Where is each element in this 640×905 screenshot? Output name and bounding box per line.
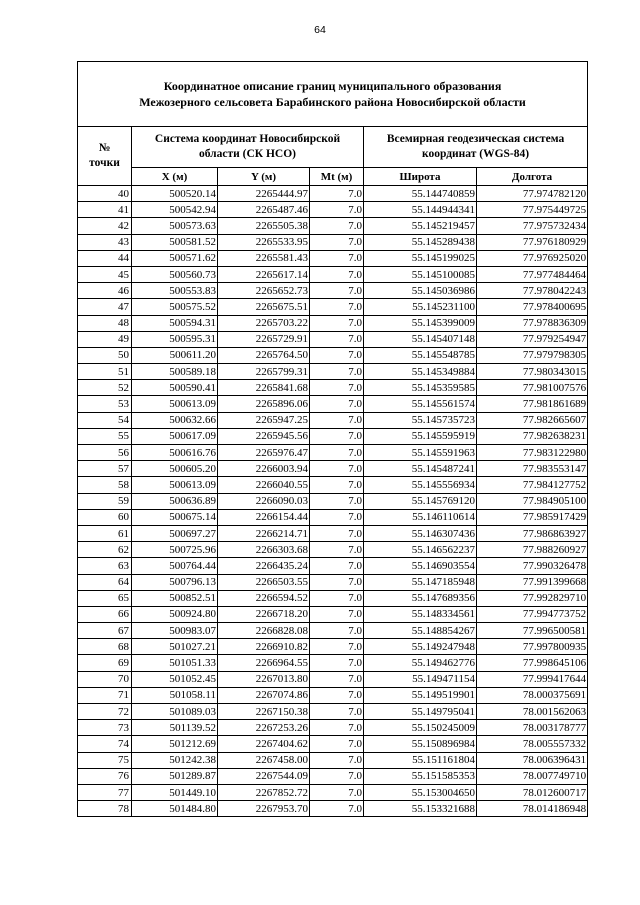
mt-cell: 7.0 <box>310 234 364 250</box>
longitude-cell: 77.999417644 <box>477 671 588 687</box>
table-row <box>78 250 588 266</box>
x-cell: 500542.94 <box>132 202 218 218</box>
longitude-cell: 77.981861689 <box>477 396 588 412</box>
longitude-cell: 77.977484464 <box>477 266 588 282</box>
y-cell: 2265947.25 <box>218 412 310 428</box>
latitude-cell: 55.145100085 <box>364 266 477 282</box>
latitude-cell: 55.146903554 <box>364 558 477 574</box>
latitude-cell: 55.147689356 <box>364 590 477 606</box>
y-cell: 2267253.26 <box>218 720 310 736</box>
y-cell: 2265652.73 <box>218 283 310 299</box>
latitude-cell: 55.144944341 <box>364 202 477 218</box>
longitude-cell: 77.981007576 <box>477 380 588 396</box>
y-cell: 2265976.47 <box>218 445 310 461</box>
y-cell: 2265505.38 <box>218 218 310 234</box>
x-cell: 501212.69 <box>132 736 218 752</box>
x-cell: 500613.09 <box>132 477 218 493</box>
latitude-cell: 55.153321688 <box>364 801 477 817</box>
point-number-cell: 57 <box>78 461 132 477</box>
table-row <box>78 784 588 800</box>
x-cell: 501449.10 <box>132 784 218 800</box>
table-row <box>78 590 588 606</box>
latitude-cell: 55.145548785 <box>364 347 477 363</box>
latitude-cell: 55.150245009 <box>364 720 477 736</box>
longitude-cell: 77.997800935 <box>477 639 588 655</box>
point-number-cell: 52 <box>78 380 132 396</box>
y-cell: 2266435.24 <box>218 558 310 574</box>
mt-cell: 7.0 <box>310 299 364 315</box>
longitude-cell: 78.012600717 <box>477 784 588 800</box>
mt-cell: 7.0 <box>310 736 364 752</box>
y-cell: 2266503.55 <box>218 574 310 590</box>
mt-cell: 7.0 <box>310 687 364 703</box>
table-row <box>78 299 588 315</box>
header-y: Y (м) <box>218 168 310 186</box>
x-cell: 500852.51 <box>132 590 218 606</box>
latitude-cell: 55.150896984 <box>364 736 477 752</box>
table-row <box>78 704 588 720</box>
x-cell: 500560.73 <box>132 266 218 282</box>
x-cell: 501242.38 <box>132 752 218 768</box>
y-cell: 2266828.08 <box>218 623 310 639</box>
x-cell: 500613.09 <box>132 396 218 412</box>
point-number-cell: 78 <box>78 801 132 817</box>
y-cell: 2265764.50 <box>218 347 310 363</box>
header-point-number: № точки <box>78 127 132 186</box>
latitude-cell: 55.153004650 <box>364 784 477 800</box>
mt-cell: 7.0 <box>310 574 364 590</box>
point-number-cell: 59 <box>78 493 132 509</box>
y-cell: 2265487.46 <box>218 202 310 218</box>
point-number-cell: 47 <box>78 299 132 315</box>
point-number-cell: 66 <box>78 606 132 622</box>
latitude-cell: 55.149247948 <box>364 639 477 655</box>
mt-cell: 7.0 <box>310 218 364 234</box>
latitude-cell: 55.151161804 <box>364 752 477 768</box>
longitude-cell: 77.982665607 <box>477 412 588 428</box>
latitude-cell: 55.145399009 <box>364 315 477 331</box>
latitude-cell: 55.145349884 <box>364 364 477 380</box>
latitude-cell: 55.145556934 <box>364 477 477 493</box>
y-cell: 2267013.80 <box>218 671 310 687</box>
table-row <box>78 380 588 396</box>
longitude-cell: 77.974782120 <box>477 186 588 202</box>
point-number-cell: 71 <box>78 687 132 703</box>
x-cell: 500796.13 <box>132 574 218 590</box>
latitude-cell: 55.144740859 <box>364 186 477 202</box>
latitude-cell: 55.149462776 <box>364 655 477 671</box>
page-number: 64 <box>314 24 326 36</box>
point-number-cell: 62 <box>78 542 132 558</box>
point-number-cell: 53 <box>78 396 132 412</box>
mt-cell: 7.0 <box>310 623 364 639</box>
mt-cell: 7.0 <box>310 752 364 768</box>
latitude-cell: 55.149795041 <box>364 704 477 720</box>
y-cell: 2266303.68 <box>218 542 310 558</box>
x-cell: 500573.63 <box>132 218 218 234</box>
x-cell: 501027.21 <box>132 639 218 655</box>
y-cell: 2265581.43 <box>218 250 310 266</box>
latitude-cell: 55.145359585 <box>364 380 477 396</box>
table-row <box>78 412 588 428</box>
point-number-cell: 44 <box>78 250 132 266</box>
longitude-cell: 78.003178777 <box>477 720 588 736</box>
longitude-cell: 77.979798305 <box>477 347 588 363</box>
x-cell: 501052.45 <box>132 671 218 687</box>
point-number-cell: 50 <box>78 347 132 363</box>
latitude-cell: 55.149471154 <box>364 671 477 687</box>
point-number-cell: 55 <box>78 428 132 444</box>
longitude-cell: 78.007749710 <box>477 768 588 784</box>
table-row <box>78 655 588 671</box>
point-number-cell: 76 <box>78 768 132 784</box>
point-number-cell: 63 <box>78 558 132 574</box>
mt-cell: 7.0 <box>310 283 364 299</box>
longitude-cell: 78.000375691 <box>477 687 588 703</box>
x-cell: 500594.31 <box>132 315 218 331</box>
point-number-cell: 58 <box>78 477 132 493</box>
longitude-cell: 78.001562063 <box>477 704 588 720</box>
table-row <box>78 428 588 444</box>
longitude-cell: 77.983122980 <box>477 445 588 461</box>
mt-cell: 7.0 <box>310 606 364 622</box>
y-cell: 2265533.95 <box>218 234 310 250</box>
y-cell: 2267852.72 <box>218 784 310 800</box>
point-number-cell: 68 <box>78 639 132 655</box>
latitude-cell: 55.145487241 <box>364 461 477 477</box>
latitude-cell: 55.151585353 <box>364 768 477 784</box>
table-row <box>78 671 588 687</box>
latitude-cell: 55.145036986 <box>364 283 477 299</box>
mt-cell: 7.0 <box>310 720 364 736</box>
y-cell: 2265703.22 <box>218 315 310 331</box>
x-cell: 501058.11 <box>132 687 218 703</box>
point-number-cell: 72 <box>78 704 132 720</box>
y-cell: 2266090.03 <box>218 493 310 509</box>
x-cell: 500616.76 <box>132 445 218 461</box>
longitude-cell: 77.976180929 <box>477 234 588 250</box>
longitude-cell: 77.979254947 <box>477 331 588 347</box>
table-row <box>78 331 588 347</box>
y-cell: 2265444.97 <box>218 186 310 202</box>
longitude-cell: 77.985917429 <box>477 509 588 525</box>
mt-cell: 7.0 <box>310 445 364 461</box>
longitude-cell: 77.988260927 <box>477 542 588 558</box>
table-row <box>78 623 588 639</box>
longitude-cell: 77.980343015 <box>477 364 588 380</box>
longitude-cell: 77.994773752 <box>477 606 588 622</box>
longitude-cell: 77.982638231 <box>477 428 588 444</box>
point-number-cell: 49 <box>78 331 132 347</box>
coordinates-table <box>77 61 588 817</box>
x-cell: 500617.09 <box>132 428 218 444</box>
header-x: X (м) <box>132 168 218 186</box>
y-cell: 2267544.09 <box>218 768 310 784</box>
x-cell: 500520.14 <box>132 186 218 202</box>
mt-cell: 7.0 <box>310 558 364 574</box>
x-cell: 501484.80 <box>132 801 218 817</box>
y-cell: 2266214.71 <box>218 525 310 541</box>
x-cell: 500764.44 <box>132 558 218 574</box>
mt-cell: 7.0 <box>310 186 364 202</box>
y-cell: 2266594.52 <box>218 590 310 606</box>
point-number-cell: 70 <box>78 671 132 687</box>
longitude-cell: 78.005557332 <box>477 736 588 752</box>
y-cell: 2265617.14 <box>218 266 310 282</box>
header-local-system: Система координат Новосибирской области (СК НСО) <box>132 127 364 168</box>
x-cell: 500581.52 <box>132 234 218 250</box>
mt-cell: 7.0 <box>310 331 364 347</box>
y-cell: 2266003.94 <box>218 461 310 477</box>
header-mt: Mt (м) <box>310 168 364 186</box>
latitude-cell: 55.146562237 <box>364 542 477 558</box>
header-world-system: Всемирная геодезическая система координат (WGS-84) <box>364 127 588 168</box>
table-row <box>78 558 588 574</box>
table-row <box>78 234 588 250</box>
table-row <box>78 266 588 282</box>
longitude-cell: 77.991399668 <box>477 574 588 590</box>
latitude-cell: 55.145591963 <box>364 445 477 461</box>
longitude-cell: 77.976925020 <box>477 250 588 266</box>
table-row <box>78 218 588 234</box>
point-number-cell: 69 <box>78 655 132 671</box>
point-number-cell: 74 <box>78 736 132 752</box>
table-row <box>78 493 588 509</box>
table-row <box>78 445 588 461</box>
latitude-cell: 55.146110614 <box>364 509 477 525</box>
table-row <box>78 186 588 202</box>
point-number-cell: 65 <box>78 590 132 606</box>
longitude-cell: 77.990326478 <box>477 558 588 574</box>
x-cell: 500675.14 <box>132 509 218 525</box>
mt-cell: 7.0 <box>310 493 364 509</box>
latitude-cell: 55.145407148 <box>364 331 477 347</box>
mt-cell: 7.0 <box>310 396 364 412</box>
latitude-cell: 55.146307436 <box>364 525 477 541</box>
longitude-cell: 78.014186948 <box>477 801 588 817</box>
mt-cell: 7.0 <box>310 477 364 493</box>
point-number-cell: 64 <box>78 574 132 590</box>
table-row <box>78 461 588 477</box>
y-cell: 2266964.55 <box>218 655 310 671</box>
x-cell: 501139.52 <box>132 720 218 736</box>
x-cell: 500553.83 <box>132 283 218 299</box>
y-cell: 2266040.55 <box>218 477 310 493</box>
longitude-cell: 77.984127752 <box>477 477 588 493</box>
latitude-cell: 55.145735723 <box>364 412 477 428</box>
y-cell: 2267404.62 <box>218 736 310 752</box>
table-row <box>78 509 588 525</box>
x-cell: 501089.03 <box>132 704 218 720</box>
table-row <box>78 606 588 622</box>
x-cell: 501289.87 <box>132 768 218 784</box>
x-cell: 500605.20 <box>132 461 218 477</box>
x-cell: 500590.41 <box>132 380 218 396</box>
latitude-cell: 55.145595919 <box>364 428 477 444</box>
y-cell: 2265945.56 <box>218 428 310 444</box>
longitude-cell: 77.978042243 <box>477 283 588 299</box>
point-number-cell: 51 <box>78 364 132 380</box>
point-number-cell: 54 <box>78 412 132 428</box>
point-number-cell: 48 <box>78 315 132 331</box>
point-number-cell: 45 <box>78 266 132 282</box>
latitude-cell: 55.145231100 <box>364 299 477 315</box>
latitude-cell: 55.148854267 <box>364 623 477 639</box>
point-number-cell: 43 <box>78 234 132 250</box>
mt-cell: 7.0 <box>310 525 364 541</box>
longitude-cell: 77.992829710 <box>477 590 588 606</box>
point-number-cell: 40 <box>78 186 132 202</box>
table-row <box>78 542 588 558</box>
y-cell: 2265675.51 <box>218 299 310 315</box>
mt-cell: 7.0 <box>310 509 364 525</box>
latitude-cell: 55.148334561 <box>364 606 477 622</box>
mt-cell: 7.0 <box>310 315 364 331</box>
y-cell: 2267953.70 <box>218 801 310 817</box>
mt-cell: 7.0 <box>310 428 364 444</box>
x-cell: 500697.27 <box>132 525 218 541</box>
latitude-cell: 55.145769120 <box>364 493 477 509</box>
x-cell: 500725.96 <box>132 542 218 558</box>
mt-cell: 7.0 <box>310 784 364 800</box>
mt-cell: 7.0 <box>310 639 364 655</box>
table-row <box>78 283 588 299</box>
point-number-cell: 73 <box>78 720 132 736</box>
point-number-cell: 75 <box>78 752 132 768</box>
y-cell: 2267458.00 <box>218 752 310 768</box>
table-row <box>78 801 588 817</box>
table-row <box>78 574 588 590</box>
y-cell: 2266910.82 <box>218 639 310 655</box>
table-row <box>78 736 588 752</box>
longitude-cell: 77.986863927 <box>477 525 588 541</box>
y-cell: 2266154.44 <box>218 509 310 525</box>
x-cell: 500571.62 <box>132 250 218 266</box>
table-row <box>78 315 588 331</box>
table-row <box>78 687 588 703</box>
mt-cell: 7.0 <box>310 202 364 218</box>
latitude-cell: 55.145219457 <box>364 218 477 234</box>
mt-cell: 7.0 <box>310 380 364 396</box>
table-row <box>78 525 588 541</box>
longitude-cell: 77.978836309 <box>477 315 588 331</box>
table-row <box>78 768 588 784</box>
y-cell: 2265799.31 <box>218 364 310 380</box>
title-line-1: Координатное описание границ муниципального образования <box>163 79 502 93</box>
table-row <box>78 720 588 736</box>
point-number-cell: 41 <box>78 202 132 218</box>
table-row <box>78 752 588 768</box>
mt-cell: 7.0 <box>310 671 364 687</box>
latitude-cell: 55.147185948 <box>364 574 477 590</box>
latitude-cell: 55.145199025 <box>364 250 477 266</box>
mt-cell: 7.0 <box>310 704 364 720</box>
x-cell: 500632.66 <box>132 412 218 428</box>
y-cell: 2267150.38 <box>218 704 310 720</box>
table-row <box>78 396 588 412</box>
x-cell: 501051.33 <box>132 655 218 671</box>
latitude-cell: 55.145289438 <box>364 234 477 250</box>
header-latitude: Широта <box>364 168 477 186</box>
mt-cell: 7.0 <box>310 250 364 266</box>
longitude-cell: 77.998645106 <box>477 655 588 671</box>
mt-cell: 7.0 <box>310 412 364 428</box>
x-cell: 500636.89 <box>132 493 218 509</box>
longitude-cell: 77.978400695 <box>477 299 588 315</box>
point-number-cell: 67 <box>78 623 132 639</box>
x-cell: 500595.31 <box>132 331 218 347</box>
table-title <box>78 62 588 127</box>
mt-cell: 7.0 <box>310 364 364 380</box>
point-number-cell: 56 <box>78 445 132 461</box>
longitude-cell: 77.984905100 <box>477 493 588 509</box>
mt-cell: 7.0 <box>310 801 364 817</box>
longitude-cell: 77.996500581 <box>477 623 588 639</box>
table-row <box>78 347 588 363</box>
latitude-cell: 55.145561574 <box>364 396 477 412</box>
y-cell: 2267074.86 <box>218 687 310 703</box>
point-number-cell: 61 <box>78 525 132 541</box>
table-body <box>78 186 588 817</box>
mt-cell: 7.0 <box>310 768 364 784</box>
mt-cell: 7.0 <box>310 347 364 363</box>
mt-cell: 7.0 <box>310 590 364 606</box>
longitude-cell: 77.975732434 <box>477 218 588 234</box>
mt-cell: 7.0 <box>310 655 364 671</box>
y-cell: 2265841.68 <box>218 380 310 396</box>
mt-cell: 7.0 <box>310 542 364 558</box>
point-number-cell: 60 <box>78 509 132 525</box>
table-row <box>78 364 588 380</box>
longitude-cell: 77.983553147 <box>477 461 588 477</box>
latitude-cell: 55.149519901 <box>364 687 477 703</box>
point-number-cell: 42 <box>78 218 132 234</box>
y-cell: 2265729.91 <box>218 331 310 347</box>
mt-cell: 7.0 <box>310 461 364 477</box>
x-cell: 500575.52 <box>132 299 218 315</box>
table-row <box>78 477 588 493</box>
header-longitude: Долгота <box>477 168 588 186</box>
table-row <box>78 639 588 655</box>
point-number-cell: 77 <box>78 784 132 800</box>
x-cell: 500924.80 <box>132 606 218 622</box>
y-cell: 2266718.20 <box>218 606 310 622</box>
point-number-cell: 46 <box>78 283 132 299</box>
longitude-cell: 77.975449725 <box>477 202 588 218</box>
x-cell: 500611.20 <box>132 347 218 363</box>
table-row <box>78 202 588 218</box>
mt-cell: 7.0 <box>310 266 364 282</box>
x-cell: 500589.18 <box>132 364 218 380</box>
x-cell: 500983.07 <box>132 623 218 639</box>
title-line-2: Межозерного сельсовета Барабинского района Новосибирской области <box>139 95 526 109</box>
y-cell: 2265896.06 <box>218 396 310 412</box>
longitude-cell: 78.006396431 <box>477 752 588 768</box>
